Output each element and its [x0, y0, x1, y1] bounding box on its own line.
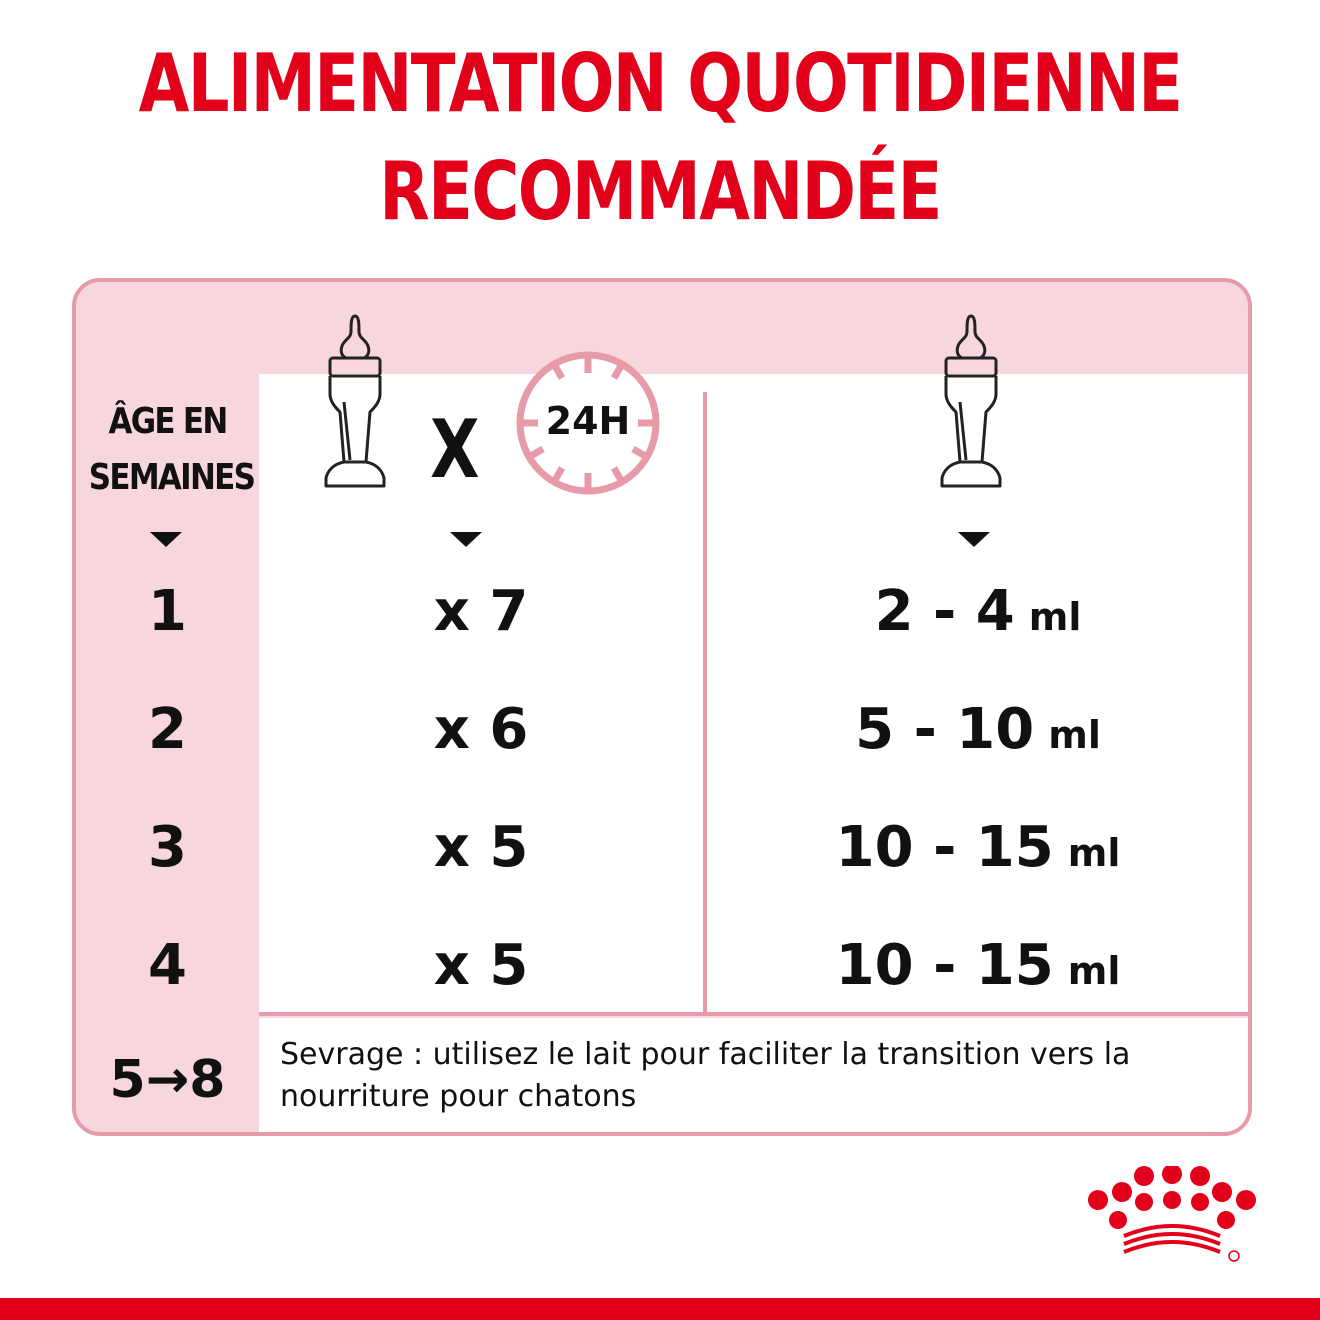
age-header-line-1: ÂGE EN [108, 401, 227, 442]
volume-cell [707, 815, 1249, 880]
age-cell: 4 [148, 933, 187, 998]
volume-unit: ml [1048, 713, 1101, 757]
weaning-age: 5→8 [109, 1050, 226, 1110]
weaning-note: Sevrage : utilisez le lait pour faciliter la transition vers la nourriture pour chatons [280, 1037, 1131, 1114]
feeding-table [72, 278, 1252, 1136]
baby-bottle-icon [320, 312, 390, 492]
table-body [259, 374, 1249, 1014]
crown-logo [1084, 1166, 1260, 1266]
volume-cell [707, 579, 1249, 644]
times-symbol: X [430, 403, 480, 496]
page-title-line-1: ALIMENTATION QUOTIDIENNE [138, 37, 1182, 130]
volume-value: 10 - 15 [835, 815, 1054, 880]
age-column-header [88, 394, 255, 506]
volume-unit: ml [1067, 949, 1121, 993]
volume-value: 5 - 10 [855, 697, 1035, 762]
volume-cell [707, 697, 1249, 762]
frequency-cell: x 6 [433, 697, 529, 762]
baby-bottle-icon [936, 312, 1006, 492]
page-title-line-2: RECOMMANDÉE [379, 145, 941, 238]
volume-value: 10 - 15 [835, 933, 1054, 998]
volume-cell [707, 933, 1249, 998]
frequency-cell: x 5 [433, 933, 529, 998]
frequency-cell: x 7 [433, 579, 529, 644]
triangle-down-icon [450, 532, 482, 547]
volume-unit: ml [1067, 831, 1121, 875]
frequency-cell: x 5 [433, 815, 529, 880]
clock-label: 24H [545, 399, 631, 443]
volume-value: 2 - 4 [874, 579, 1015, 644]
bottom-brand-bar [0, 1298, 1320, 1320]
age-cell: 1 [148, 579, 187, 644]
volume-unit: ml [1028, 595, 1082, 639]
age-cell: 2 [148, 697, 187, 762]
row-divider [259, 1012, 1249, 1016]
age-cell: 3 [148, 815, 187, 880]
age-header-line-2: SEMAINES [88, 457, 255, 498]
triangle-down-icon [958, 532, 990, 547]
triangle-down-icon [150, 532, 182, 547]
